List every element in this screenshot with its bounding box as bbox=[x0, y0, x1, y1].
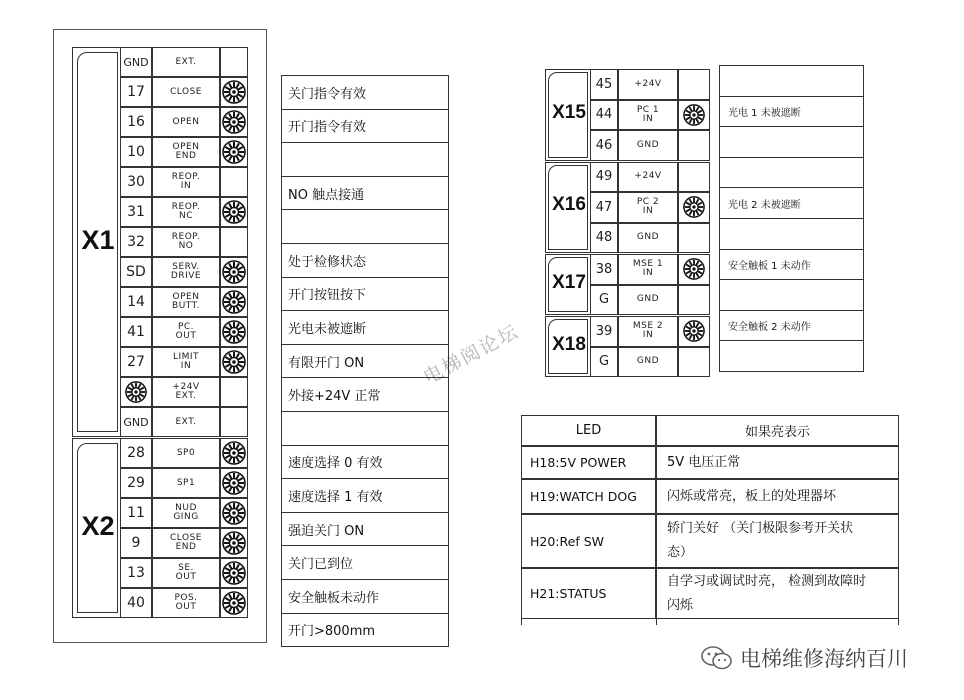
x2-pin-signal bbox=[152, 438, 220, 468]
signal-label-line: IN bbox=[180, 181, 192, 191]
led-indicator-icon bbox=[222, 260, 246, 284]
connector-pin-number: G bbox=[590, 347, 618, 378]
x1-pin-led bbox=[220, 227, 248, 257]
signal-label bbox=[172, 203, 200, 221]
left-description-cell: 强迫关门 ON bbox=[281, 512, 449, 547]
connector-pin-led bbox=[678, 69, 710, 100]
signal-label-line: LIMIT bbox=[172, 352, 200, 362]
x1-pin-signal bbox=[152, 167, 220, 197]
signal-label-line: DRIVE bbox=[170, 271, 202, 281]
signal-label bbox=[173, 118, 200, 127]
connector-pin-signal bbox=[618, 130, 678, 161]
x1-pin-led bbox=[220, 287, 248, 317]
x1-pin-number: 30 bbox=[120, 167, 152, 197]
led-table-meaning bbox=[656, 568, 899, 619]
signal-label-line: END bbox=[175, 151, 197, 161]
left-description-cell: 外接+24V 正常 bbox=[281, 377, 449, 412]
x1-pin-number: 14 bbox=[120, 287, 152, 317]
signal-label-line: IN bbox=[642, 113, 654, 124]
led-table-meaning bbox=[656, 514, 899, 568]
connector-pin-led bbox=[678, 285, 710, 316]
x1-label: X1 bbox=[81, 225, 115, 255]
left-description-cell bbox=[281, 411, 449, 446]
signal-label-line: PC 1 bbox=[636, 104, 660, 115]
x2-pin-led bbox=[220, 498, 248, 528]
x2-pin-number: 13 bbox=[120, 558, 152, 588]
connector-pin-number: 45 bbox=[590, 69, 618, 100]
connector-label: X18 bbox=[552, 333, 586, 355]
signal-label-line: SERV. bbox=[172, 262, 200, 272]
x1-pin-signal bbox=[152, 137, 220, 167]
left-description-cell: 光电未被遮断 bbox=[281, 310, 449, 345]
connector-pin-led bbox=[678, 192, 710, 223]
x1-pin-signal bbox=[152, 347, 220, 377]
right-description-cell: 安全触板 1 未动作 bbox=[719, 249, 864, 281]
led-table-meaning bbox=[656, 446, 899, 479]
x1-pin-signal bbox=[152, 407, 220, 437]
x1-pin-signal bbox=[152, 197, 220, 227]
left-description-cell: 安全触板未动作 bbox=[281, 579, 449, 614]
connector-pin-number: 48 bbox=[590, 223, 618, 254]
signal-label-line: OPEN bbox=[172, 142, 200, 152]
signal-label bbox=[634, 172, 661, 181]
connector-pin-signal bbox=[618, 192, 678, 223]
right-description-cell: 光电 2 未被遮断 bbox=[719, 187, 864, 219]
led-indicator-icon bbox=[222, 531, 246, 555]
signal-label-line: BUTT. bbox=[172, 301, 200, 311]
connector-pin-signal bbox=[618, 100, 678, 131]
signal-label bbox=[172, 173, 200, 191]
x1-pin-number: 10 bbox=[120, 137, 152, 167]
connector-pin-signal bbox=[618, 69, 678, 100]
led-indicator-icon bbox=[683, 104, 705, 126]
led-table-edge bbox=[656, 619, 657, 625]
left-description-cell: 速度选择 0 有效 bbox=[281, 445, 449, 480]
x2-pin-number: 28 bbox=[120, 438, 152, 468]
x1-pin-signal bbox=[152, 317, 220, 347]
led-indicator-icon bbox=[222, 471, 246, 495]
x1-pin-number: 16 bbox=[120, 107, 152, 137]
led-table-meaning bbox=[656, 479, 899, 514]
led-table-led-name: H21:STATUS bbox=[521, 568, 656, 619]
signal-label-line: SE. bbox=[178, 563, 194, 573]
signal-label bbox=[177, 479, 195, 488]
left-description-cell: 关门已到位 bbox=[281, 545, 449, 580]
x2-pin-led bbox=[220, 588, 248, 618]
led-indicator-icon bbox=[222, 350, 246, 374]
left-description-cell: 速度选择 1 有效 bbox=[281, 478, 449, 513]
connector-pin-signal bbox=[618, 223, 678, 254]
x2-pin-signal bbox=[152, 498, 220, 528]
x1-pin-signal bbox=[152, 47, 220, 77]
signal-label bbox=[173, 353, 199, 371]
right-description-cell bbox=[719, 279, 864, 311]
connector-pin-number: 38 bbox=[590, 254, 618, 285]
led-indicator-icon bbox=[683, 258, 705, 280]
x1-pin-led bbox=[220, 77, 248, 107]
connector-pin-number: 39 bbox=[590, 316, 618, 347]
signal-label bbox=[176, 323, 197, 341]
x2-pin-signal bbox=[152, 558, 220, 588]
x1-pin-signal bbox=[152, 77, 220, 107]
signal-label-line: END bbox=[175, 542, 197, 552]
signal-label bbox=[633, 322, 663, 340]
signal-label bbox=[637, 141, 659, 150]
signal-label-line: PC 2 bbox=[636, 197, 660, 208]
signal-label-line: EXT. bbox=[175, 416, 197, 427]
brand-footer bbox=[700, 643, 908, 673]
signal-label bbox=[173, 143, 200, 161]
led-indicator-icon bbox=[222, 80, 246, 104]
x1-pin-led bbox=[220, 137, 248, 167]
signal-label-line: GND bbox=[636, 356, 660, 367]
signal-label bbox=[637, 198, 659, 216]
led-table-edge bbox=[898, 619, 899, 625]
connector-pin-number: 44 bbox=[590, 100, 618, 131]
signal-label bbox=[177, 449, 195, 458]
led-indicator-icon bbox=[683, 196, 705, 218]
x2-pin-number: 40 bbox=[120, 588, 152, 618]
connector-label: X15 bbox=[552, 101, 586, 123]
signal-label-line: OUT bbox=[175, 602, 197, 612]
connector-pin-led bbox=[678, 347, 710, 378]
x1-pin-number: GND bbox=[120, 407, 152, 437]
signal-label-line: GND bbox=[636, 232, 660, 243]
signal-label bbox=[172, 293, 200, 311]
signal-label-line: IN bbox=[642, 268, 654, 279]
signal-label-line: REOP. bbox=[171, 232, 201, 242]
led-table-meaning-line: 轿门关好 （关门极限参考开关状 bbox=[667, 521, 854, 536]
signal-label-line: MSE 1 bbox=[632, 259, 664, 270]
forum-watermark: 电梯阅论坛 bbox=[419, 320, 523, 389]
signal-label-line: CLOSE bbox=[170, 86, 202, 97]
led-table-meaning-line: 闪烁或常亮，板上的处理器坏 bbox=[667, 488, 837, 504]
connector-pin-number: 49 bbox=[590, 162, 618, 193]
right-description-cell bbox=[719, 126, 864, 158]
x1-pin-number: 27 bbox=[120, 347, 152, 377]
x1-pin-led bbox=[220, 167, 248, 197]
signal-label-line: NO bbox=[178, 241, 194, 251]
left-description-cell bbox=[281, 209, 449, 244]
x1-pin-led bbox=[220, 377, 248, 407]
x1-pin-number: 32 bbox=[120, 227, 152, 257]
connector-pin-number: 47 bbox=[590, 192, 618, 223]
x1-pin-number: GND bbox=[120, 47, 152, 77]
x1-pin-number bbox=[120, 377, 152, 407]
led-table-led-name: H20:Ref SW bbox=[521, 514, 656, 568]
led-indicator-icon bbox=[683, 320, 705, 342]
signal-label-line: SP0 bbox=[176, 447, 196, 458]
signal-label-line: OPEN bbox=[172, 292, 200, 302]
signal-label-line: +24V bbox=[172, 382, 200, 392]
signal-label-line: GND bbox=[636, 294, 660, 305]
connector-pin-signal bbox=[618, 285, 678, 316]
connector-pin-signal bbox=[618, 316, 678, 347]
x2-label: X2 bbox=[81, 511, 115, 541]
x2-pin-led bbox=[220, 468, 248, 498]
x1-pin-number: 17 bbox=[120, 77, 152, 107]
led-table-header-meaning: 如果亮表示 bbox=[656, 415, 899, 446]
x2-pin-signal bbox=[152, 528, 220, 558]
left-description-cell: 开门>800mm bbox=[281, 613, 449, 648]
wechat-icon bbox=[700, 645, 734, 671]
x2-pin-number: 29 bbox=[120, 468, 152, 498]
right-description-cell: 安全触板 2 未动作 bbox=[719, 310, 864, 342]
signal-label-line: +24V bbox=[634, 78, 662, 89]
connector-label: X16 bbox=[552, 194, 586, 216]
x1-pin-led bbox=[220, 47, 248, 77]
right-description-cell: 光电 1 未被遮断 bbox=[719, 96, 864, 128]
led-table-meaning-line: 闪烁 bbox=[667, 597, 694, 613]
signal-label-line: NC bbox=[178, 211, 193, 221]
led-table-header-led: LED bbox=[521, 415, 656, 446]
signal-label-line: SP1 bbox=[176, 477, 196, 488]
connector-pin-signal bbox=[618, 347, 678, 378]
signal-label bbox=[637, 295, 659, 304]
signal-label bbox=[171, 263, 201, 281]
signal-label-line: POS. bbox=[174, 593, 198, 603]
x1-pin-led bbox=[220, 197, 248, 227]
right-description-cell bbox=[719, 340, 864, 372]
led-indicator-icon bbox=[222, 591, 246, 615]
signal-label bbox=[172, 383, 199, 401]
right-description-cell bbox=[719, 218, 864, 250]
led-indicator-icon bbox=[222, 501, 246, 525]
signal-label-line: GING bbox=[173, 512, 199, 522]
x1-pin-signal bbox=[152, 227, 220, 257]
signal-label-line: REOP. bbox=[171, 172, 201, 182]
right-description-cell bbox=[719, 157, 864, 189]
led-indicator-icon bbox=[222, 140, 246, 164]
signal-label-line: +24V bbox=[634, 171, 662, 182]
x1-pin-number: 31 bbox=[120, 197, 152, 227]
x2-pin-led bbox=[220, 558, 248, 588]
led-table-led-name: H18:5V POWER bbox=[521, 446, 656, 479]
signal-label-line: EXT. bbox=[175, 56, 197, 67]
led-indicator-icon bbox=[222, 200, 246, 224]
x1-pin-led bbox=[220, 317, 248, 347]
signal-label-line: REOP. bbox=[171, 202, 201, 212]
left-description-cell bbox=[281, 142, 449, 177]
signal-label-line: IN bbox=[642, 330, 654, 341]
x2-pin-number: 11 bbox=[120, 498, 152, 528]
x1-pin-led bbox=[220, 107, 248, 137]
x2-pin-led bbox=[220, 528, 248, 558]
signal-label bbox=[637, 233, 659, 242]
signal-label bbox=[170, 88, 202, 97]
connector-pin-number: 46 bbox=[590, 130, 618, 161]
signal-label bbox=[176, 58, 197, 67]
led-indicator-icon bbox=[222, 320, 246, 344]
x2-pin-signal bbox=[152, 588, 220, 618]
led-indicator-icon bbox=[222, 290, 246, 314]
left-description-cell: 开门按钮按下 bbox=[281, 277, 449, 312]
led-indicator-icon bbox=[222, 561, 246, 585]
signal-label-line: CLOSE bbox=[170, 533, 202, 543]
signal-label-line: GND bbox=[636, 139, 660, 150]
led-indicator-icon bbox=[125, 381, 147, 403]
signal-label bbox=[176, 418, 197, 427]
signal-label bbox=[637, 106, 659, 124]
signal-label-line: IN bbox=[642, 206, 654, 217]
brand-text: 电梯维修海纳百川 bbox=[740, 647, 908, 671]
signal-label-line: OUT bbox=[175, 572, 197, 582]
signal-label bbox=[176, 564, 197, 582]
connector-label: X17 bbox=[552, 271, 586, 293]
left-description-cell: 关门指令有效 bbox=[281, 75, 449, 110]
x1-pin-led bbox=[220, 407, 248, 437]
signal-label bbox=[174, 594, 197, 612]
signal-label-line: EXT. bbox=[175, 391, 197, 401]
connector-pin-signal bbox=[618, 254, 678, 285]
led-table-edge bbox=[521, 619, 522, 625]
signal-label-line: MSE 2 bbox=[632, 321, 664, 332]
connector-pin-number: G bbox=[590, 285, 618, 316]
signal-label-line: OPEN bbox=[172, 116, 200, 127]
right-description-cell bbox=[719, 65, 864, 97]
x2-pin-number: 9 bbox=[120, 528, 152, 558]
signal-label-line: OUT bbox=[175, 331, 197, 341]
signal-label bbox=[634, 80, 661, 89]
connector-pin-signal bbox=[618, 162, 678, 193]
x1-pin-signal bbox=[152, 287, 220, 317]
connector-pin-led bbox=[678, 130, 710, 161]
led-table-led-name: H19:WATCH DOG bbox=[521, 479, 656, 514]
x1-pin-led bbox=[220, 257, 248, 287]
x1-pin-signal bbox=[152, 257, 220, 287]
led-table-meaning-line: 5V 电压正常 bbox=[667, 454, 741, 470]
left-description-cell: NO 触点接通 bbox=[281, 176, 449, 211]
signal-label bbox=[633, 260, 663, 278]
left-description-cell: 处于检修状态 bbox=[281, 243, 449, 278]
left-description-cell: 有限开门 ON bbox=[281, 344, 449, 379]
connector-pin-led bbox=[678, 316, 710, 347]
connector-pin-led bbox=[678, 223, 710, 254]
signal-label bbox=[170, 534, 202, 552]
x1-pin-number: 41 bbox=[120, 317, 152, 347]
led-table-meaning-line: 自学习或调试时亮， 检测到故障时 bbox=[667, 573, 867, 589]
x1-pin-signal bbox=[152, 107, 220, 137]
x2-pin-signal bbox=[152, 468, 220, 498]
led-indicator-icon bbox=[222, 110, 246, 134]
signal-label bbox=[637, 357, 659, 366]
signal-label-line: IN bbox=[180, 361, 192, 371]
connector-pin-led bbox=[678, 100, 710, 131]
x1-pin-number: SD bbox=[120, 257, 152, 287]
left-description-cell: 开门指令有效 bbox=[281, 109, 449, 144]
x2-pin-led bbox=[220, 438, 248, 468]
x1-pin-signal bbox=[152, 377, 220, 407]
led-indicator-icon bbox=[222, 441, 246, 465]
signal-label bbox=[173, 504, 198, 522]
connector-pin-led bbox=[678, 254, 710, 285]
signal-label bbox=[172, 233, 200, 251]
x1-pin-led bbox=[220, 347, 248, 377]
connector-pin-led bbox=[678, 162, 710, 193]
signal-label-line: PC. bbox=[177, 322, 195, 332]
led-table-meaning-line: 态） bbox=[667, 545, 694, 560]
signal-label-line: NUD bbox=[175, 503, 197, 513]
